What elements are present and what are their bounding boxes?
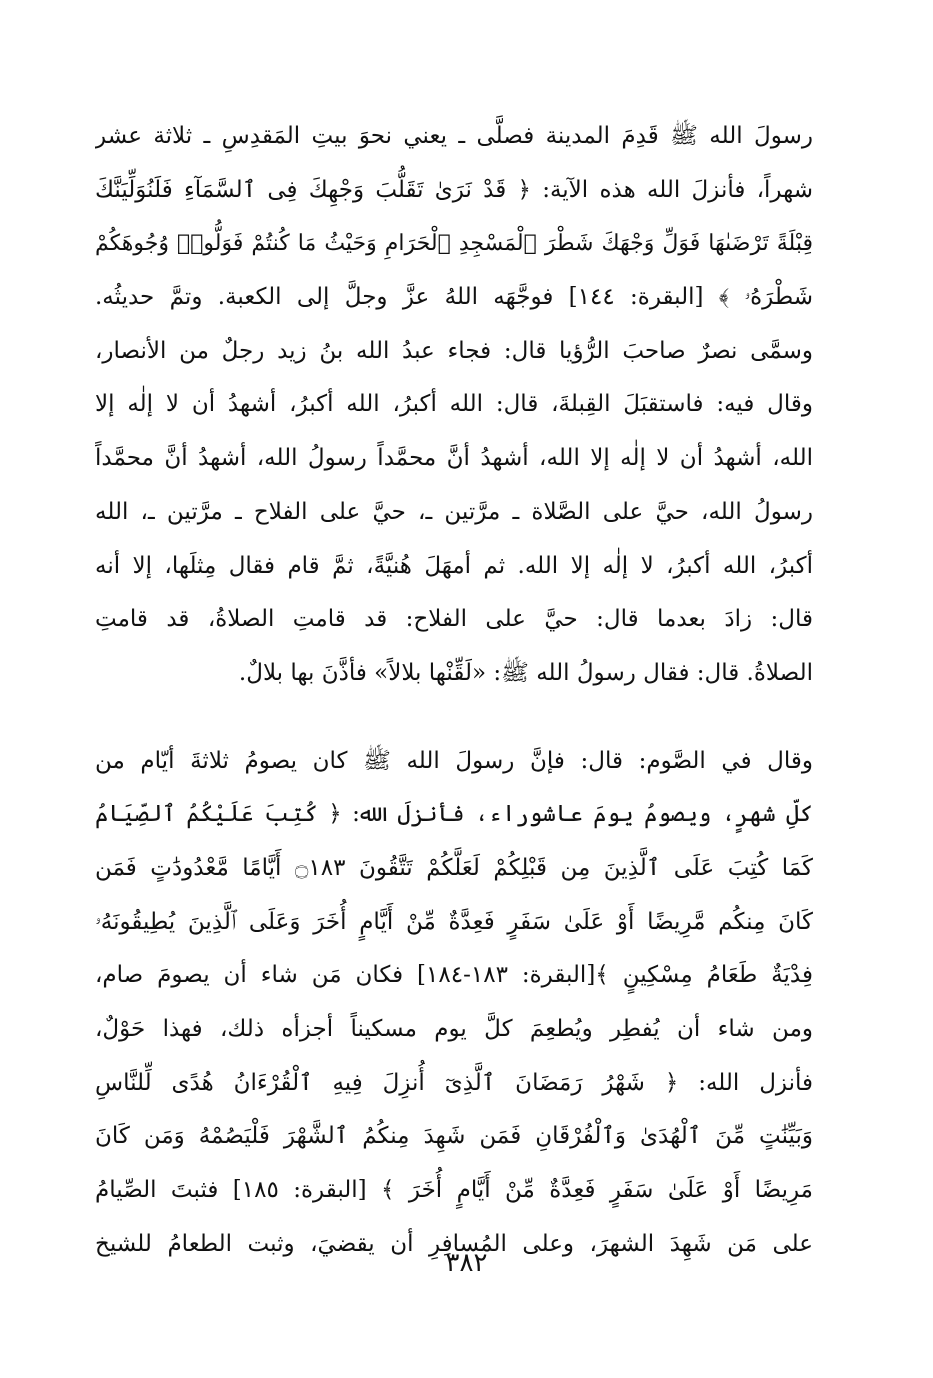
paragraph-gap: [95, 701, 813, 735]
page-number: ٣٨٢: [445, 1248, 488, 1278]
text-line: وسمَّى نصرٌ صاحبَ الرُّؤيا قال: فجاء عبدُ الله بنُ زيد رجلٌ من الأنصار،: [95, 337, 813, 364]
text-line: الله، أشهدُ أن لا إلٰه إلا الله، أشهدُ أنَّ محمَّداً رسولُ الله، أشهدُ أنَّ محمَّداً: [95, 445, 813, 472]
text-line: فأنزل الله: ﴿ شَهْرُ رَمَضَانَ ٱلَّذِىٓ أُنزِلَ فِيهِ ٱلْقُرْءَانُ هُدًى لِّلنَّاسِ: [95, 1069, 813, 1096]
text-line: كَانَ مِنكُم مَّرِيضًا أَوْ عَلَىٰ سَفَرٍ فَعِدَّةٌ مِّنْ أَيَّامٍ أُخَرَ وَعَلَى ٱلَّذِينَ يُطِيقُونَهُۥ: [95, 908, 813, 935]
text-line: مَرِيضًا أَوْ عَلَىٰ سَفَرٍ فَعِدَّةٌ مِّنْ أَيَّامٍ أُخَرَ ﴾ [البقرة: ١٨٥] فثبتَ الصِّيامُ: [95, 1177, 813, 1204]
text-line: قِبْلَةً تَرْضَىٰهَا فَوَلِّ وَجْهَكَ شَطْرَ ٱلْمَسْجِدِ ٱلْحَرَامِ وَحَيْثُ مَا كُنتُمْ فَوَلُّوا۟ وُجُوهَكُمْ: [95, 231, 813, 257]
text-line: وقال في الصَّوم: قال: فإنَّ رسولَ الله ﷺ كان يصومُ ثلاثةَ أيّام من: [95, 747, 813, 774]
text-line: كلِّ شهرٍ، ويصومُ يومَ عاشوراء، فأنزلَ الله: ﴿ كُتِبَ عَلَيْكُمُ ٱلصِّيَامُ: [95, 801, 813, 828]
text-line: أكبرُ، الله أكبرُ، لا إلٰه إلا الله. ثم أمهَلَ هُنيَّةً، ثمَّ قام فقال مِثلَها، إلا أنه: [95, 552, 813, 579]
text-line: على مَن شَهِدَ الشهرَ، وعلى المُسافِرِ أن يقضيَ، وثبت الطعامُ للشيخ: [95, 1230, 813, 1257]
text-line: شَطْرَهُۥ ﴾ [البقرة: ١٤٤] فوجَّهَه اللهُ عزَّ وجلَّ إلى الكعبة. وتمَّ حديثُه.: [95, 284, 813, 311]
text-line: ومن شاء أن يُفطِر ويُطعِمَ كلَّ يوم مسكيناً أجزأه ذلك، فهذا حَوْلٌ،: [95, 1016, 813, 1042]
text-line: قال: زادَ بعدما قال: حيَّ على الفلاح: قد قامتِ الصلاةُ، قد قامتِ: [95, 606, 813, 633]
text-line: وقال فيه: فاستقبَلَ القِبلةَ، قال: الله أكبرُ، الله أكبرُ، أشهدُ أن لا إلٰه إلا: [95, 391, 813, 418]
text-line: الصلاةُ. قال: فقال رسولُ الله ﷺ: «لَقِّنْها بلالاً» فأذَّنَ بها بلالٌ.: [238, 659, 813, 686]
paragraph-1: [95, 110, 813, 701]
paragraph-2: [95, 735, 813, 1272]
text-line: وَبَيِّنَٰتٍ مِّنَ ٱلْهُدَىٰ وَٱلْفُرْقَانِ فَمَن شَهِدَ مِنكُمُ ٱلشَّهْرَ فَلْيَصُمْهُ وَمَن كَانَ: [95, 1123, 813, 1150]
text-line: فِدْيَةٌ طَعَامُ مِسْكِينٍ ﴾[البقرة: ١٨٣-١٨٤] فكان مَن شاء أن يصومَ صام،: [95, 962, 813, 989]
text-line: شهراً، فأنزلَ الله هذه الآية: ﴿ قَدْ نَرَىٰ تَقَلُّبَ وَجْهِكَ فِى ٱلسَّمَآءِ فَلَنُوَلِّيَنَّكَ: [95, 176, 813, 203]
page-body: [95, 110, 813, 1271]
text-line: رسولُ الله، حيَّ على الصَّلاة ـ مرَّتين ـ، حيَّ على الفلاح ـ مرَّتين ـ، الله: [95, 498, 813, 525]
text-line: رسولَ الله ﷺ قَدِمَ المدينة فصلَّى ـ يعني نحوَ بيتِ المَقدِسِ ـ ثلاثة عشر: [95, 123, 813, 149]
text-line: كَمَا كُتِبَ عَلَى ٱلَّذِينَ مِن قَبْلِكُمْ لَعَلَّكُمْ تَتَّقُونَ ۝١٨٣ أَيَّامًا مَّعْدُودَٰتٍ فَمَن: [95, 854, 813, 881]
